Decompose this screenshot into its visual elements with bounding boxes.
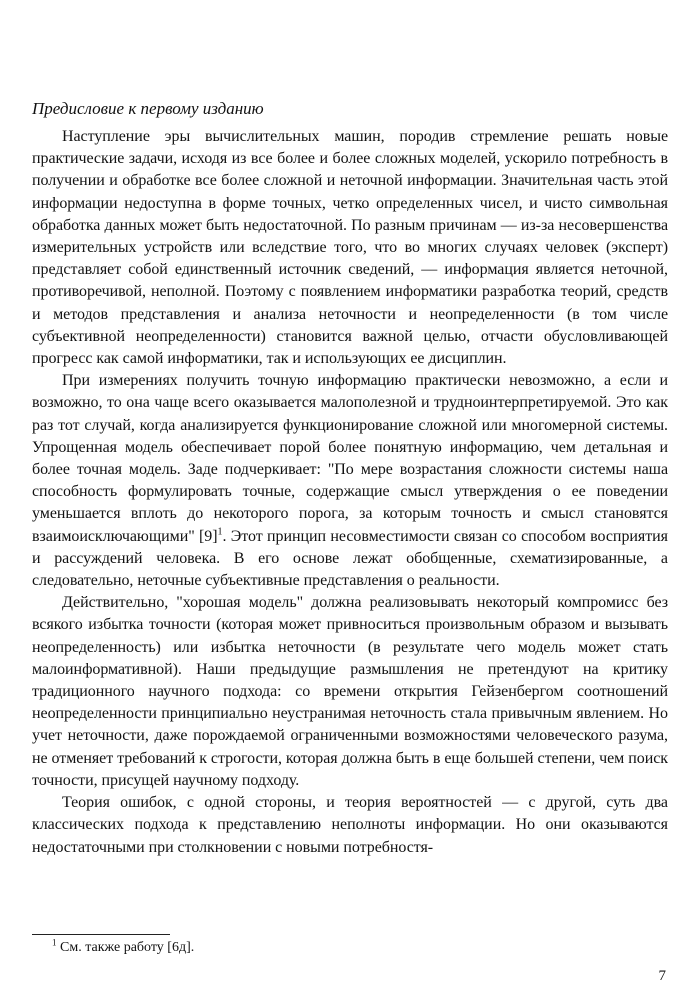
paragraph-2-text-start: При измерениях получить точную информацию практически невозможно, а если и возможно, то она чаще всего оказывается малополезной и трудноинтерпретируемой. Это как раз тот случай, когда анализируется функционирование сложной или многомерной системы. Упрощенная модель обеспечивает порой более понятную информацию, чем детальная и более точная модель. Заде подчеркивает: "По мере возрастания сложности системы наша способность формулировать точные, содержащие смысл утверждения о ее поведении уменьшается вплоть до некоторого порога, за которым точность и смысл становятся взаимоисключающими" [9] xyxy=(32,372,668,545)
paragraph-2-text-end: . Этот принцип несовместимости связан со способом восприятия и рассуждений человека. В его основе лежат обобщенные, схематизированные, а следовательно, неточные субъективные представления о реальности. xyxy=(32,527,668,590)
paragraph-4: Теория ошибок, с одной стороны, и теория вероятностей — с другой, суть два классических подхода к представлению неполноты информации. Но они оказываются недостаточными при столкновении с новыми потребностя- xyxy=(32,794,668,856)
footnote xyxy=(52,939,194,957)
footnote-divider xyxy=(32,934,170,935)
body-text xyxy=(32,126,668,859)
section-heading: Предисловие к первому изданию xyxy=(32,99,264,118)
paragraph-1: Наступление эры вычислительных машин, породив стремление решать новые практические задачи, исходя из все более и более сложных моделей, ускорило потребность в получении и обработке все более сложной и неточной информации. Значительная часть этой информации недоступна в форме точных, четко определенных чисел, и чисто символьная обработка данных может быть недостаточной. По разным причинам — из-за несовершенства измерительных устройств или вследствие того, что во многих случаях человек (эксперт) представляет собой единственный источник сведений, — информация является неточной, противоречивой, неполной. Поэтому с появлением информатики разработка теорий, средств и методов представления и анализа неточности и неопределенности (в том числе субъективной неопределенности) становится важной целью, отчасти обусловливающей прогресс как самой информатики, так и использующих ее дисциплин. xyxy=(32,128,668,368)
footnote-text: См. также работу [6д]. xyxy=(60,940,195,955)
paragraph-3: Действительно, "хорошая модель" должна реализовывать некоторый компромисс без всякого избытка точности (которая может привноситься произвольным образом и вызывать неопределенность) или избытка неточности (в результате чего модель может стать малоинформативной). Наши предыдущие размышления не претендуют на критику традиционного научного подхода: со времени открытия Гейзенбергом соотношений неопределенности принципиально неустранимая неточность стала привычным явлением. Но учет неточности, даже порождаемой ограниченными возможностями человеческого разума, не отменяет требований к строгости, которая должна быть в еще большей степени, чем поиск точности, присущей научному подходу. xyxy=(32,594,668,789)
footnote-marker: 1 xyxy=(52,937,57,948)
footnote-reference: 1 xyxy=(217,526,223,538)
paragraph-2 xyxy=(32,370,668,592)
page-number: 7 xyxy=(658,968,666,984)
